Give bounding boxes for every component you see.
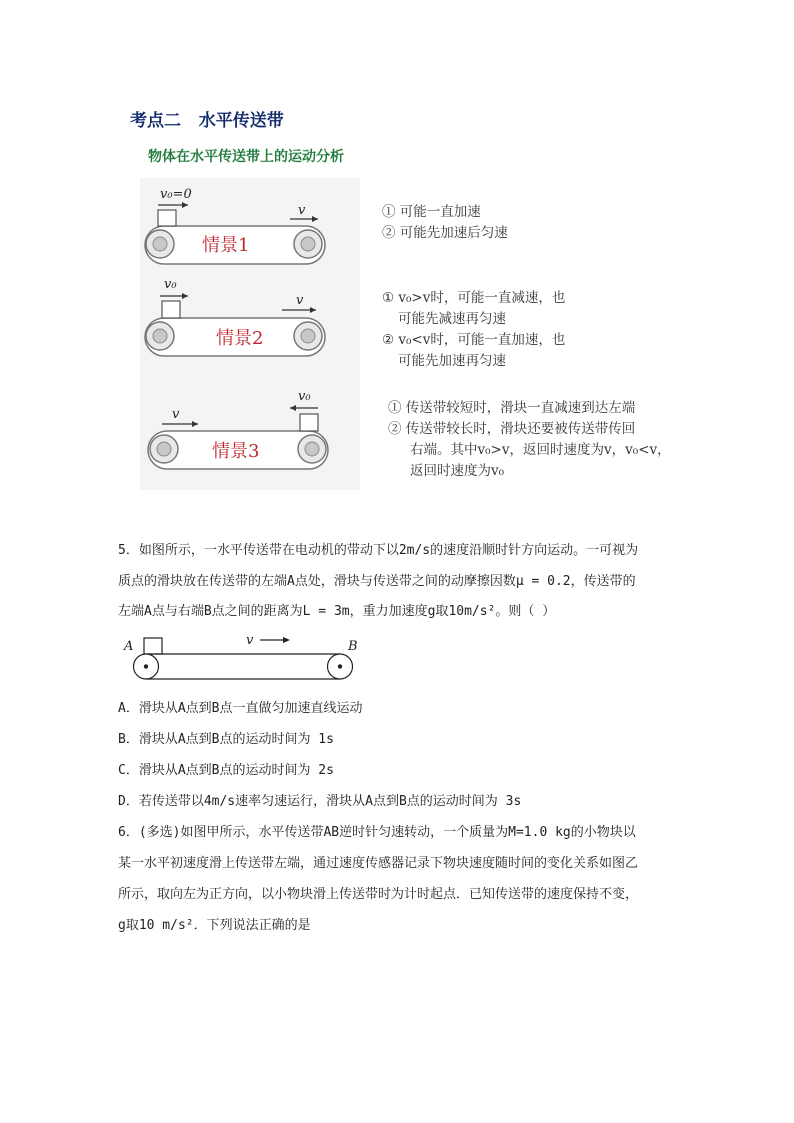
scene-3-line: ① 传送带较短时，滑块一直减速到达左端 (388, 400, 636, 416)
q5-option-d: D．若传送带以4m/s速率匀速运行，滑块从A点到B点的运动时间为 3s (118, 794, 522, 809)
scene-1-label: 情景1 (202, 235, 250, 256)
scene-1-block (158, 210, 176, 226)
scene-2-block (162, 301, 180, 318)
scene-2-line: ② v₀<v时，可能一直加速，也 (382, 332, 566, 348)
q5-line-2: 质点的滑块放在传送带的左端A点处，滑块与传送带之间的动摩擦因数μ = 0.2，传送带的 (118, 574, 636, 589)
q5-block (144, 638, 162, 654)
q6-line-1: 6．(多选)如图甲所示，水平传送带AB逆时针匀速转动，一个质量为M=1.0 kg的小物块以 (118, 825, 636, 840)
scene-3-block (300, 414, 318, 431)
scene-3-v: v (172, 407, 180, 422)
scene-1-line: ① 可能一直加速 (382, 204, 481, 220)
scene-1-v: v (298, 203, 306, 218)
q5-label-a: A (124, 639, 134, 654)
section-subtitle: 物体在水平传送带上的运动分析 (148, 149, 344, 165)
scene-2-line: 可能先加速再匀速 (398, 353, 506, 369)
scene-2-v: v (296, 293, 304, 308)
q5-option-a: A．滑块从A点到B点一直做匀加速直线运动 (118, 701, 363, 716)
section-title: 考点二 水平传送带 (130, 111, 284, 131)
scene-2-line: 可能先减速再匀速 (398, 311, 506, 327)
scene-1-v0: v₀=0 (160, 187, 192, 202)
scene-3-v0: v₀ (298, 389, 311, 404)
scene-3-line: ② 传送带较长时，滑块还要被传送带传回 (388, 421, 636, 437)
scene-2-line: ① v₀>v时，可能一直减速，也 (382, 290, 566, 306)
q5-figure (118, 628, 368, 684)
q5-label-b: B (348, 639, 358, 654)
q6-line-4: g取10 m/s²．下列说法正确的是 (118, 918, 311, 933)
q6-line-3: 所示，取向左为正方向，以小物块滑上传送带时为计时起点．已知传送带的速度保持不变， (118, 887, 639, 902)
q5-line-3: 左端A点与右端B点之间的距离为L = 3m，重力加速度g取10m/s²。则（ ） (118, 604, 556, 619)
scene-3-description (388, 398, 671, 482)
scene-1-line: ② 可能先加速后匀速 (382, 225, 508, 241)
scene-2-v0: v₀ (164, 277, 177, 292)
q5-option-b: B．滑块从A点到B点的运动时间为 1s (118, 732, 334, 747)
scene-3-label: 情景3 (212, 441, 260, 462)
scene-2-label: 情景2 (216, 328, 264, 349)
q5-option-c: C．滑块从A点到B点的运动时间为 2s (118, 763, 334, 778)
scene-1-description (382, 202, 508, 244)
q5-line-1: 5．如图所示，一水平传送带在电动机的带动下以2m/s的速度沿顺时针方向运动。一可视为 (118, 543, 639, 558)
q6-line-2: 某一水平初速度滑上传送带左端，通过速度传感器记录下物块速度随时间的变化关系如图乙 (118, 856, 639, 871)
scene-2-description (382, 288, 565, 372)
q5-belt-diagram (118, 628, 368, 684)
scene-3-line: 右端。其中v₀>v，返回时速度为v，v₀<v， (410, 442, 671, 458)
scene-3-line: 返回时速度为v₀ (410, 463, 505, 479)
q5-label-v: v (246, 633, 254, 648)
